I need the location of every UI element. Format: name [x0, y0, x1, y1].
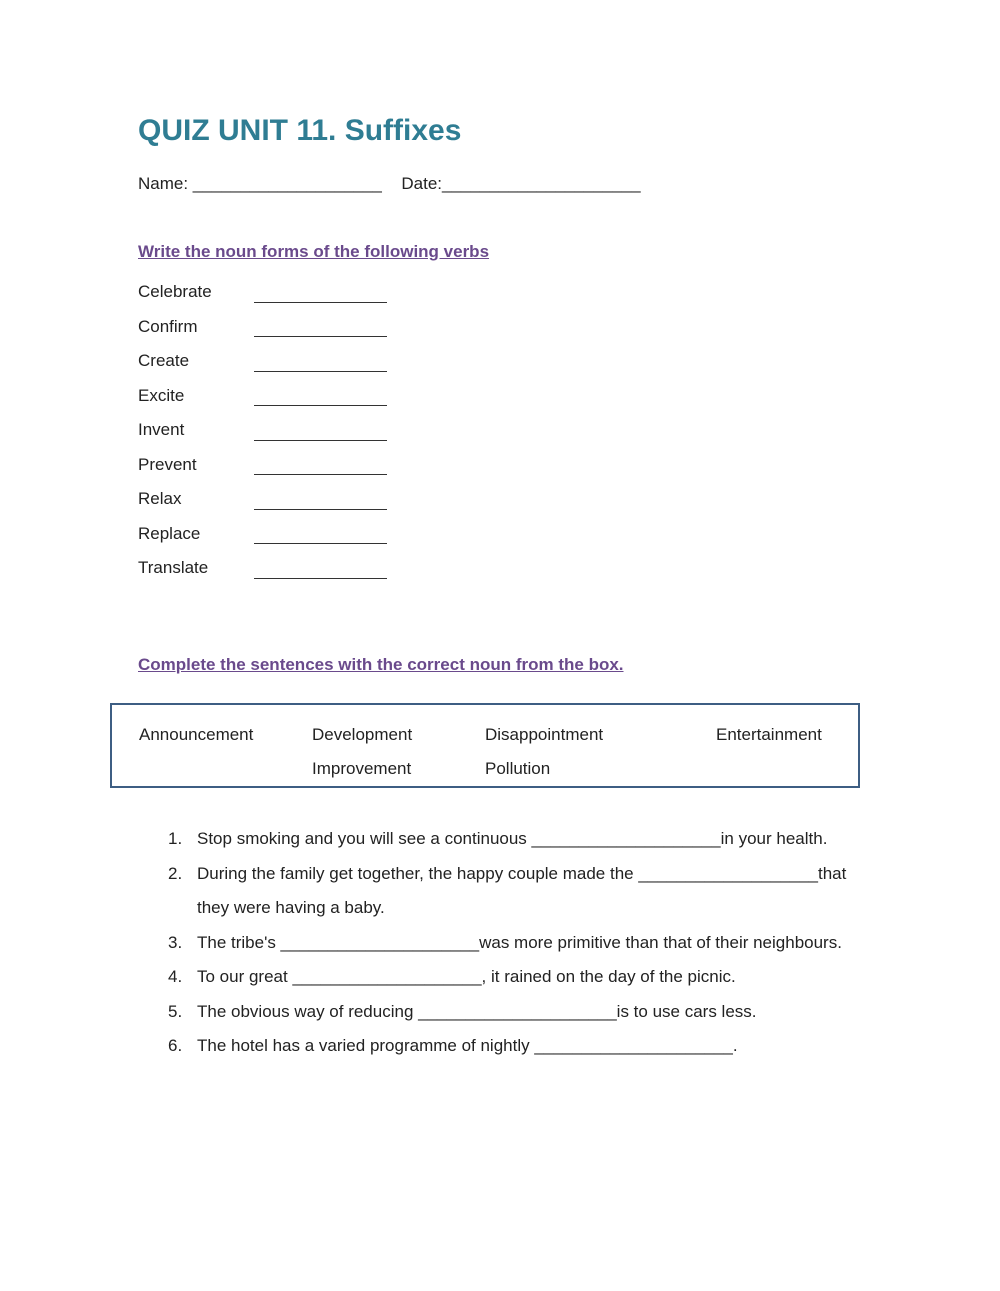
item-number: 2.	[168, 863, 183, 883]
sentence-text: During the family get together, the happy couple made the ___________________that	[197, 863, 847, 883]
sentence-text: Stop smoking and you will see a continuous ____________________in your health.	[197, 829, 828, 848]
item-number: 6.	[168, 1036, 183, 1055]
answer-blank[interactable]	[254, 424, 387, 441]
name-field[interactable]: Name: ____________________	[138, 174, 382, 193]
verb-row	[138, 413, 387, 448]
answer-blank[interactable]	[254, 389, 387, 406]
word-box	[110, 703, 860, 788]
verb-row	[138, 379, 387, 414]
item-number: 1.	[168, 829, 183, 848]
name-date-line	[138, 174, 641, 194]
verb-row	[138, 344, 387, 379]
verb-word: Replace	[138, 523, 201, 543]
list-item	[168, 1029, 862, 1064]
answer-blank[interactable]	[254, 493, 387, 510]
page-title: QUIZ UNIT 11. Suffixes	[138, 114, 462, 147]
item-number: 4.	[168, 967, 183, 986]
box-word: Entertainment	[716, 725, 822, 744]
answer-blank[interactable]	[254, 355, 387, 372]
verb-word: Confirm	[138, 316, 198, 336]
list-item	[168, 857, 862, 926]
verb-word: Prevent	[138, 454, 197, 474]
section2-heading: Complete the sentences with the correct noun from the box.	[138, 655, 624, 674]
answer-blank[interactable]	[254, 458, 387, 475]
verb-word: Create	[138, 351, 190, 371]
box-word: Improvement	[312, 759, 412, 778]
box-word: Development	[312, 725, 413, 744]
answer-blank[interactable]	[254, 320, 387, 337]
verb-row	[138, 310, 387, 345]
verb-row	[138, 517, 387, 552]
list-item	[168, 926, 862, 961]
sentence-text: The hotel has a varied programme of nightly _____________________.	[197, 1036, 738, 1055]
section1-heading: Write the noun forms of the following verbs	[138, 242, 490, 261]
verb-word: Excite	[138, 385, 185, 405]
item-number: 5.	[168, 1001, 183, 1021]
sentence-text: To our great ____________________, it rained on the day of the picnic.	[197, 967, 736, 986]
verb-row	[138, 482, 387, 517]
item-number: 3.	[168, 932, 183, 952]
verb-row	[138, 448, 387, 483]
sentence-text: The obvious way of reducing _____________________is to use cars less.	[197, 1001, 757, 1021]
verb-word: Translate	[138, 558, 209, 578]
list-item	[168, 995, 862, 1030]
box-word: Disappointment	[485, 725, 604, 744]
verb-word: Relax	[138, 489, 182, 509]
verb-list	[138, 275, 387, 586]
answer-blank[interactable]	[254, 562, 387, 579]
answer-blank[interactable]	[254, 527, 387, 544]
sentence-continuation: they were having a baby.	[197, 898, 385, 917]
list-item	[168, 960, 862, 995]
box-word: Pollution	[485, 759, 551, 778]
box-word: Announcement	[139, 725, 254, 744]
verb-word: Invent	[138, 420, 185, 440]
verb-row	[138, 275, 387, 310]
sentence-text: The tribe's _____________________was more primitive than that of their neighbours.	[197, 932, 842, 952]
answer-blank[interactable]	[254, 286, 387, 303]
date-field[interactable]: Date:_____________________	[401, 174, 641, 193]
verb-row	[138, 551, 387, 586]
list-item	[168, 822, 862, 857]
sentence-list	[168, 822, 862, 1064]
verb-word: Celebrate	[138, 282, 212, 302]
